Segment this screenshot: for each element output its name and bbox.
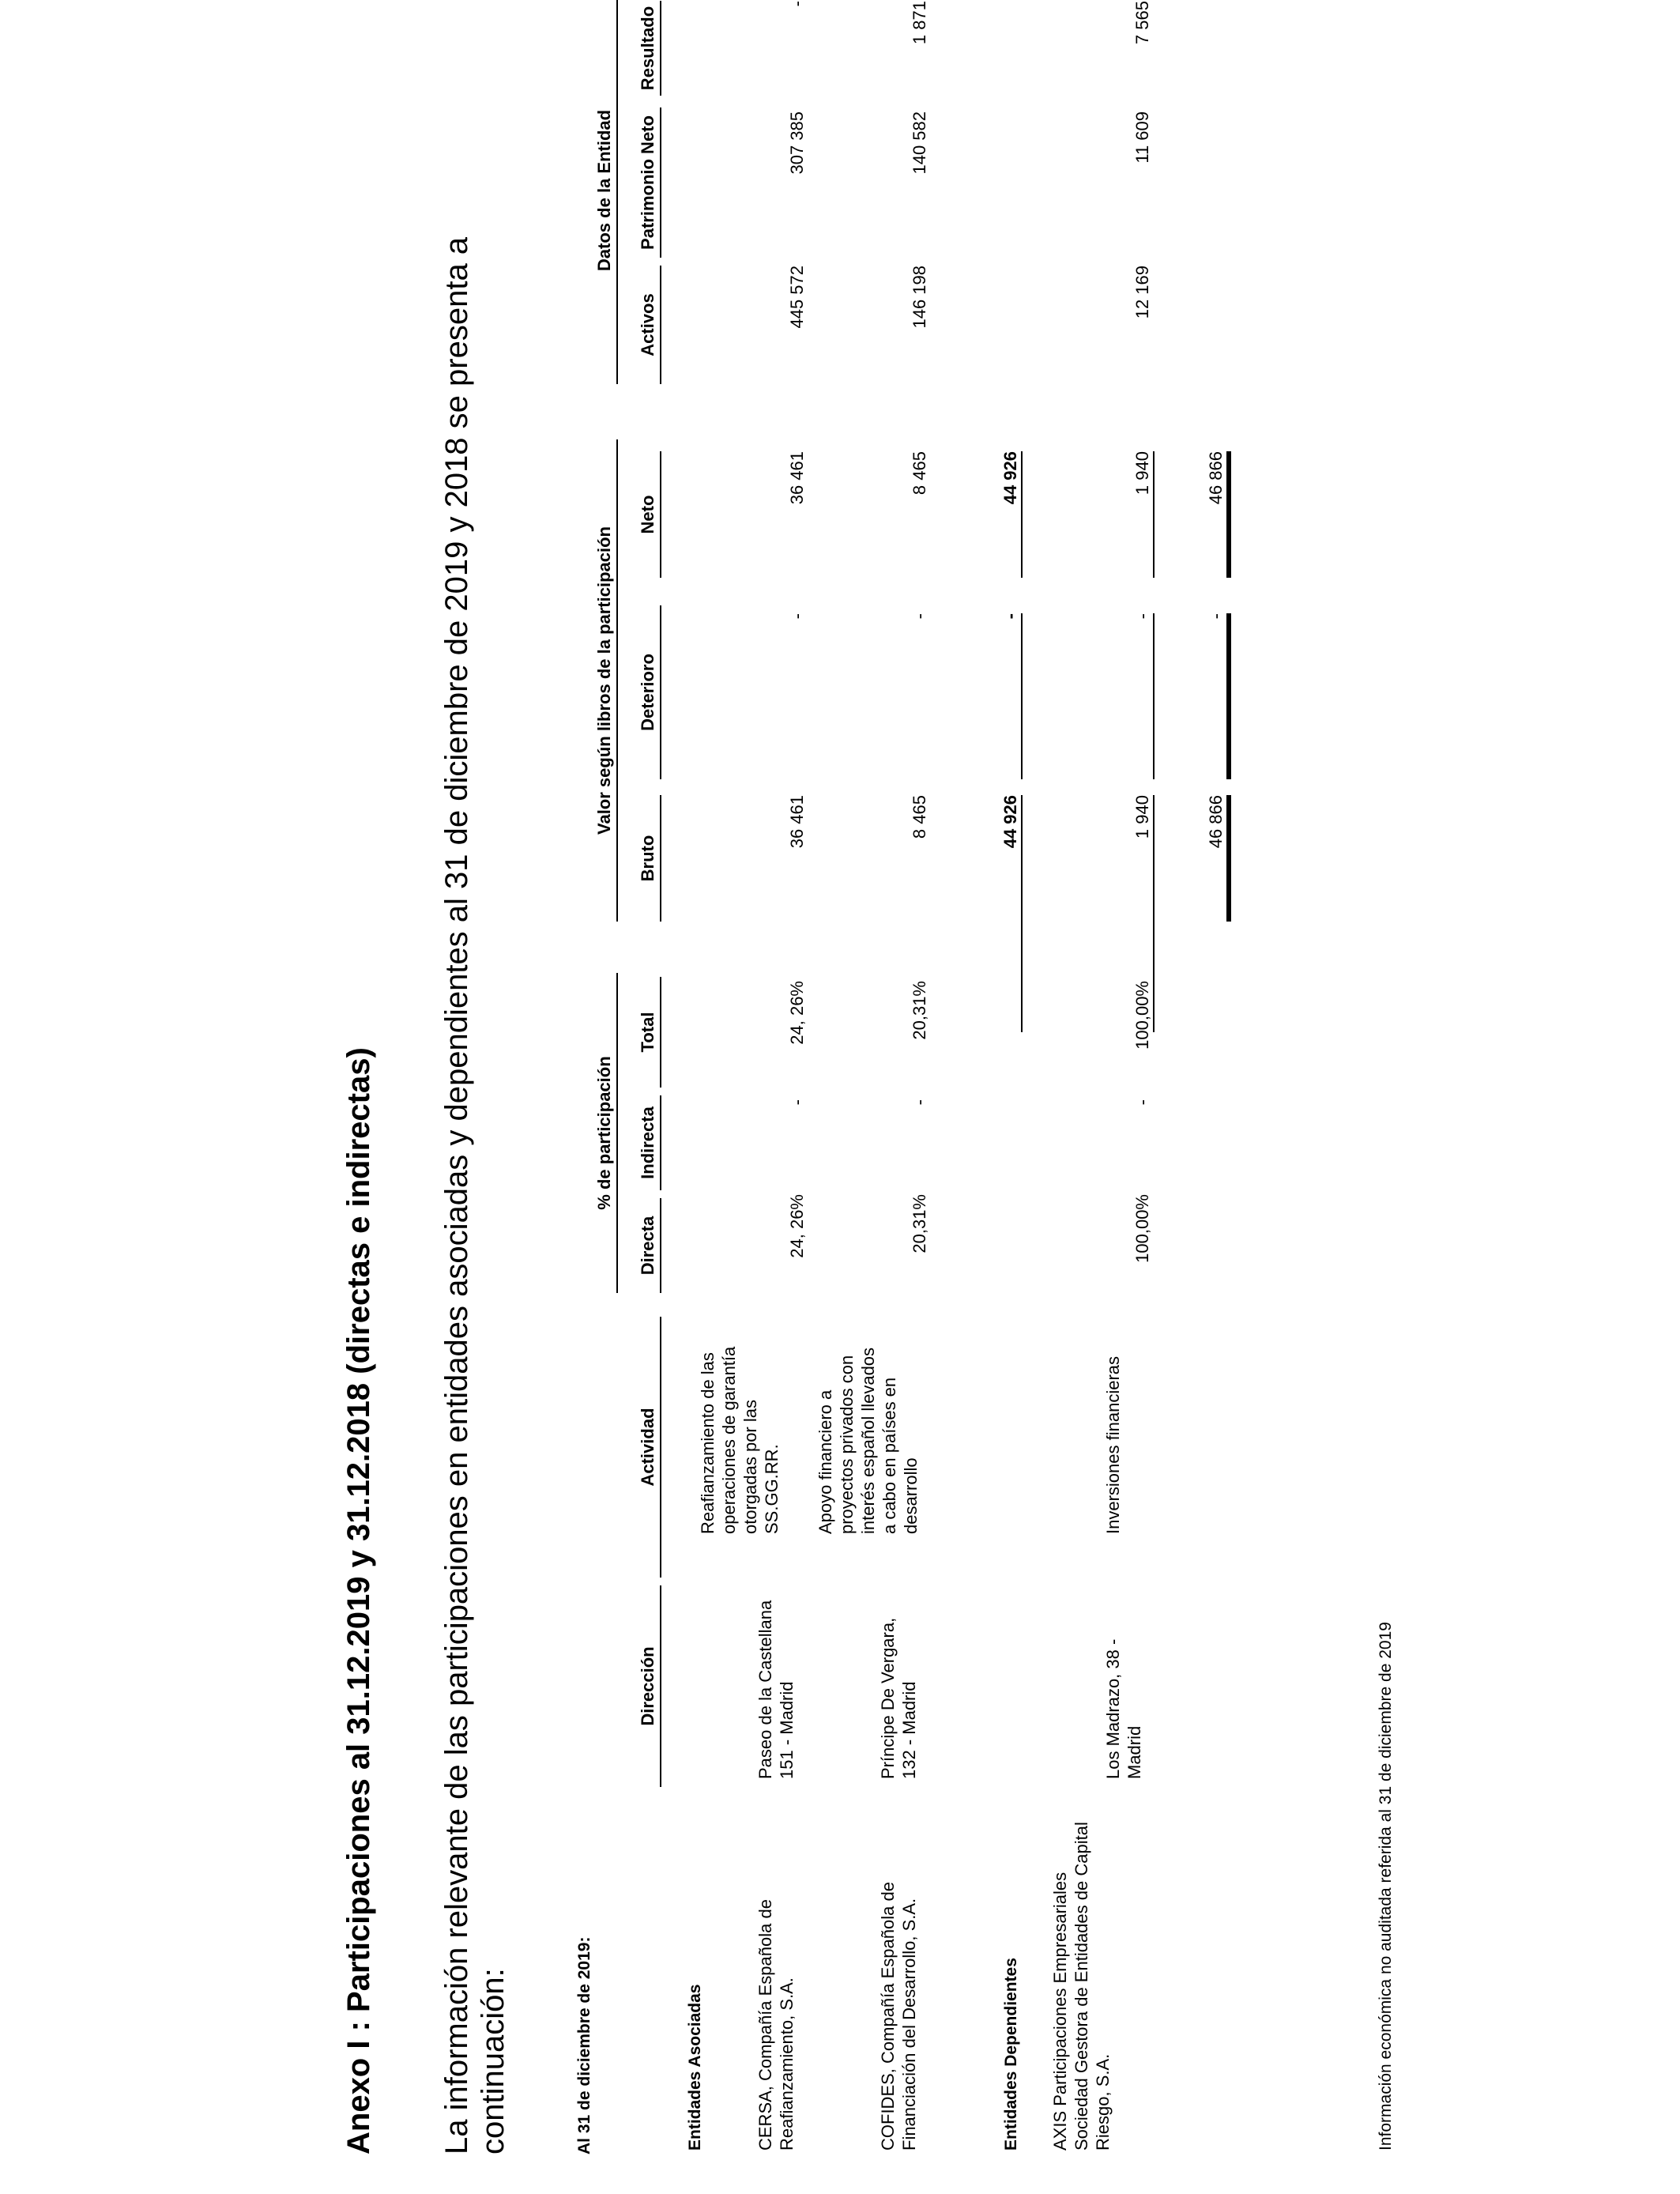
col-indirecta: Indirecta — [636, 1095, 661, 1190]
total-neto: 46 866 — [1205, 451, 1231, 578]
row-cersa-activos: 445 572 — [787, 266, 807, 329]
footer-note: Información económica no auditada referida al 31 de diciembre de 2019 — [1377, 1622, 1395, 2151]
col-deterioro: Deterioro — [636, 605, 661, 779]
col-resultado: Resultado — [636, 1, 661, 96]
row-cofides-name: COFIDES, Compañía Española de Financiación del Desarrollo, S.A. — [878, 1882, 919, 2151]
row-cofides-total: 20,31% — [910, 981, 929, 1040]
section-asociadas: Entidades Asociadas — [686, 1984, 704, 2151]
row-axis-resultado: 7 565 — [1132, 1, 1152, 45]
date-label: Al 31 de diciembre de 2019: — [575, 1936, 593, 2154]
row-cofides-indirecta: - — [910, 1099, 929, 1106]
col-direccion: Dirección — [636, 1585, 661, 1787]
row-cersa-bruto: 36 461 — [787, 795, 807, 849]
col-total: Total — [636, 977, 661, 1088]
group-valor: Valor según libros de la participación — [593, 439, 618, 922]
row-cersa-neto: 36 461 — [787, 451, 807, 505]
row-cofides-activos: 146 198 — [910, 266, 929, 329]
row-cofides-actividad: Apoyo financiero a proyectos privados con interés español llevados a cabo en países en desarrollo — [816, 1347, 921, 1534]
subtotal-neto: 44 926 — [1000, 451, 1023, 578]
row-axis-patrimonio: 11 609 — [1132, 111, 1152, 164]
row-cersa-resultado: - — [787, 1, 807, 7]
row-cofides-patrimonio: 140 582 — [910, 111, 929, 175]
intro-paragraph: La información relevante de las participaciones en entidades asociadas y dependientes al 31 de diciembre de 2019 y 2018 se presenta a continuación: — [439, 236, 510, 2154]
total-bruto: 46 866 — [1205, 795, 1231, 922]
col-actividad: Actividad — [636, 1317, 661, 1578]
row-axis-indirecta: - — [1132, 1099, 1152, 1106]
row-cersa-direccion: Paseo de la Castellana 151 - Madrid — [755, 1600, 797, 1779]
row-cofides-directa: 20,31% — [910, 1194, 929, 1253]
total-deterioro: - — [1205, 613, 1231, 779]
group-datos: Datos de la Entidad — [593, 0, 618, 384]
row-cofides-direccion: Príncipe De Vergara, 132 - Madrid — [878, 1617, 919, 1779]
row-axis-bruto: 1 940 — [1132, 795, 1155, 1032]
row-cersa-actividad: Reafianzamiento de las operaciones de garantía otorgadas por las SS.GG.RR. — [698, 1346, 782, 1534]
row-cersa-indirecta: - — [787, 1099, 807, 1106]
row-cersa-total: 24, 26% — [787, 981, 807, 1045]
row-cofides-resultado: 1 871 — [910, 1, 929, 45]
row-cersa-name: CERSA, Compañía Española de Reafianzamiento, S.A. — [755, 1899, 797, 2151]
group-participacion: % de participación — [593, 973, 618, 1293]
col-activos: Activos — [636, 266, 661, 384]
row-axis-actividad: Inversiones financieras — [1103, 1355, 1123, 1534]
row-cersa-directa: 24, 26% — [787, 1194, 807, 1258]
row-axis-deterioro: - — [1132, 613, 1155, 779]
row-axis-activos: 12 169 — [1132, 266, 1152, 319]
section-dependientes: Entidades Dependientes — [1002, 1958, 1020, 2151]
row-axis-directa: 100,00% — [1132, 1194, 1152, 1263]
col-bruto: Bruto — [636, 795, 661, 922]
col-patrimonio: Patrimonio Neto — [636, 107, 661, 258]
row-cersa-deterioro: - — [787, 613, 807, 620]
col-neto: Neto — [636, 451, 661, 578]
subtotal-deterioro: - — [1000, 613, 1023, 779]
row-axis-name: AXIS Participaciones Empresariales Sociedad Gestora de Entidades de Capital Riesgo, S.A. — [1050, 1822, 1113, 2151]
subtotal-bruto: 44 926 — [1000, 795, 1023, 1032]
row-axis-direccion: Los Madrazo, 38 - Madrid — [1103, 1638, 1144, 1779]
col-directa: Directa — [636, 1198, 661, 1293]
row-cofides-neto: 8 465 — [910, 451, 929, 496]
row-axis-neto: 1 940 — [1132, 451, 1155, 578]
row-cersa-patrimonio: 307 385 — [787, 111, 807, 175]
row-cofides-deterioro: - — [910, 613, 929, 620]
row-cofides-bruto: 8 465 — [910, 795, 929, 839]
page-title: Anexo I : Participaciones al 31.12.2019 y 31.12.2018 (directas e indirectas) — [341, 1047, 376, 2154]
row-axis-total: 100,00% — [1132, 981, 1152, 1050]
